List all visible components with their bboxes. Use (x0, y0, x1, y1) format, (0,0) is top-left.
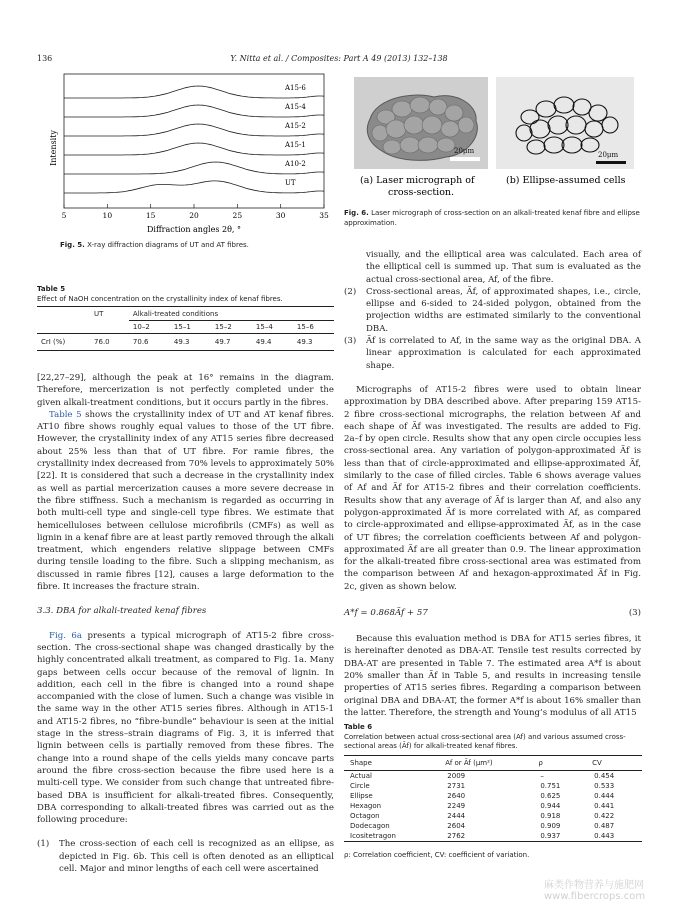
xrd-chart (40, 68, 332, 238)
curve-label: A15-4 (285, 103, 306, 111)
table-cell: Actual (350, 772, 372, 780)
table-6 (344, 755, 642, 842)
table-cell: 2009 (447, 772, 466, 780)
cell-shape (372, 125, 388, 141)
table-cell: 0.533 (594, 782, 615, 790)
table6-label: Table 6 (344, 723, 373, 731)
fig6-caption (344, 209, 642, 228)
table-cell: 0.487 (594, 822, 615, 830)
table5-group-header: Alkali-treated conditions (129, 307, 334, 321)
equation-block (344, 603, 641, 627)
fig5-caption-label: Fig. 5. (60, 241, 85, 249)
table-ref-link[interactable]: Table 5 (49, 409, 82, 420)
paragraph: Fig. 6a presents a typical micrograph of AT15-2 fibre cross-section. The cross-sectional shape was changed drastically by the highly concentrated alkali treatment, as compared to Fig. 1a. Many gaps between cells occur because of the removal of lignin. In addition, each cell in the fibre is changed into a round shape accompanied with the close of lumen. Such a change was visible in the same way in the other AT15 series fibres. Although in AT15-1 and AT15-2 fibres, no “fibre-bundle” behaviour is seen at the initial stage in the stress–strain diagrams of Fig. 3, it is inferred that lignin between cells is partially removed from these fibres. The change into a round shape of the cells yields many concave parts around the fibre cross-section because the fibre used here is a multi-cell type. We consider from such change that untreated fibre-based DBA is insufficient for alkali-treated fibres. Consequently, DBA corresponding to alkali-treated fibres was carried out as the following procedure: (37, 630, 334, 826)
table5-heading (37, 285, 337, 304)
list-text: Ãf is correlated to Af, in the same way as the original DBA. A linear approximation is calculated for each approximated shape. (366, 336, 641, 371)
right-column (344, 249, 641, 719)
x-tick-label: 10 (102, 211, 113, 220)
table5-corner (37, 307, 90, 321)
x-ticks (62, 204, 329, 220)
micrograph-panels (350, 77, 640, 202)
table-cell: 0.909 (540, 822, 561, 830)
list-number: (2) (344, 286, 357, 297)
table5-col-ut: UT (94, 310, 104, 319)
x-tick-label: 30 (275, 211, 286, 220)
table-cell: 0.918 (540, 812, 561, 820)
fig6-caption-label: Fig. 6. (344, 209, 369, 217)
table-cell: 2444 (447, 812, 466, 820)
section-heading: 3.3. DBA for alkali-treated kenaf fibres (37, 606, 207, 617)
table-cell: 2640 (447, 792, 466, 800)
table-row (344, 821, 642, 831)
x-tick-label: 15 (145, 211, 156, 220)
table5-subheader: 15–1 (173, 323, 191, 331)
equation-number: (3) (628, 608, 641, 619)
panel-b-label: (b) Ellipse-assumed cells (506, 175, 626, 186)
table-cell: 0.625 (540, 792, 561, 800)
scale-label-b: 20μm (598, 151, 619, 159)
table-row (344, 771, 642, 782)
cell-shape (437, 138, 455, 152)
table-cell: 0.422 (594, 812, 615, 820)
table-cell: 0.937 (540, 832, 561, 840)
y-axis-label: Intensity (49, 130, 58, 166)
list-number: (3) (344, 336, 357, 347)
table-cell: Ellipse (350, 792, 373, 800)
cell-shape (383, 140, 401, 154)
table6-body (344, 771, 642, 842)
scale-label-a: 20μm (454, 147, 475, 155)
table-row (344, 781, 642, 791)
list-text: Cross-sectional areas, Ãf, of approximated shapes, i.e., circle, ellipse and 6-sided to 24-sided polygon, obtained from the projection widths are estimated similarly to the conventional DBA. (366, 286, 641, 334)
figure-6 (350, 77, 640, 202)
curve-label: A15-1 (285, 141, 306, 149)
table-row (344, 831, 642, 842)
scalebar-a (450, 157, 480, 161)
table5-cell: 49.3 (173, 338, 190, 346)
table6-header: CV (592, 759, 602, 767)
table6-header: Shape (350, 759, 372, 767)
table-row (344, 801, 642, 811)
table-row (344, 811, 642, 821)
table6-title: Correlation between actual cross-sectional area (Af) and various assumed cross-sectional areas (Ãf) for alkali-treated kenaf fibres. (344, 732, 626, 750)
table-cell: Icositetragon (350, 832, 396, 840)
table-cell: 2731 (447, 782, 466, 790)
table-cell: 0.751 (540, 782, 561, 790)
table5-subheader: 15–6 (296, 323, 314, 331)
figure-5 (40, 68, 332, 238)
cell-shape (429, 99, 447, 115)
running-title: Y. Nitta et al. / Composites: Part A 49 (2013) 132–138 (230, 54, 448, 63)
curve-label: UT (285, 179, 296, 187)
table5-title: Effect of NaOH concentration on the crystallinity index of kenaf fibres. (37, 294, 283, 303)
table-5 (37, 306, 334, 351)
watermark: 麻类作物营养与施肥网 www.fibercrops.com (544, 880, 646, 902)
figure-ref-link[interactable]: Fig. 6a (49, 630, 83, 641)
table-cell: 2762 (447, 832, 466, 840)
equation: A*f = 0.868Ãf + 57 (344, 608, 428, 619)
table6-footnote: ρ: Correlation coefficient, CV: coefficient of variation. (344, 851, 530, 859)
cell-shape (422, 116, 442, 134)
x-tick-label: 25 (232, 211, 243, 220)
x-axis-label: Diffraction angles 2θ, ° (147, 225, 241, 234)
x-tick-label: 35 (319, 211, 329, 220)
list-text: visually, and the elliptical area was calculated. Each area of the elliptical cell is summed up. That sum is evaluated as the actual cross-sectional area, Af, of the fibre. (366, 250, 641, 285)
panel-a-label: (a) Laser micrograph of (360, 175, 475, 186)
list-text: The cross-section of each cell is recognized as an ellipse, as depicted in Fig. 6b. This cell is often denoted as an elliptical cell. Major and minor lengths of each cell were ascertained (59, 839, 334, 874)
scalebar-b (596, 161, 626, 164)
table-cell: Hexagon (350, 802, 382, 810)
table5-cell: 49.7 (214, 338, 231, 346)
table5-subheader: 10–2 (132, 323, 150, 331)
table5-subheader: 15–2 (214, 323, 232, 331)
cell-shape (441, 121, 459, 137)
table5-row-label: CrI (%) (41, 338, 66, 346)
table5-label: Table 5 (37, 285, 66, 293)
table-row (344, 791, 642, 801)
list-item (344, 286, 641, 335)
panel-a-label-2: cross-section. (388, 187, 455, 198)
cell-shape (400, 137, 420, 153)
table6-header: Af or Ãf (μm²) (445, 759, 493, 767)
table-cell: Dodecagon (350, 822, 390, 830)
table-cell: Circle (350, 782, 370, 790)
fig5-caption (60, 241, 320, 251)
table6-header: ρ (538, 759, 543, 767)
x-tick-label: 5 (61, 211, 67, 220)
table-cell: 0.441 (594, 802, 615, 810)
table-cell: 0.944 (540, 802, 561, 810)
cell-shape (458, 117, 474, 133)
fig5-caption-text: X-ray diffraction diagrams of UT and AT fibres. (87, 241, 249, 249)
table5-subheader: 15–4 (255, 323, 273, 331)
paragraph: [22,27–29], although the peak at 16° remains in the diagram. Therefore, mercerization is not perfectly completed under the given alkali-treatment conditions, but it occurs partly in the fibres. (37, 373, 334, 408)
cell-shape (386, 120, 406, 138)
cell-shape (418, 137, 438, 153)
table-cell: 0.443 (594, 832, 615, 840)
cell-shape (445, 105, 463, 121)
curve-label: A10-2 (285, 160, 306, 168)
table-cell: 0.454 (594, 772, 615, 780)
table-cell: 0.444 (594, 792, 615, 800)
page-number: 136 (37, 54, 53, 63)
left-column (37, 372, 334, 875)
list-item-cont (344, 249, 641, 286)
paragraph: Table 5 shows the crystallinity index of UT and AT kenaf fibres. AT10 fibre shows roughly equal values to those of the UT fibre. However, the crystallinity index of any AT15 series fibre decreased about 25% less than that of UT fibre. For ramie fibres, the crystallinity index decreased from 70% levels to approximately 50% [22]. It is considered that such a decrease in the crystallinity index as well as partial mercerization causes a more severe decrease in the fibre stiffness. Such a mechanism is regarded as occurring in both multi-cell type and single-cell type fibres. We estimate that hemicelluloses between cellulose microfibrils (CMFs) as well as lignin in a kenaf fibre are at least partly removed through the alkali treatment, which engenders relative slippage between CMFs during tensile loading to the fibre. Such a slipping mechanism, as discussed in ramie fibres [12], causes a large deformation to the fibre. It increases the fracture strain. (37, 409, 334, 593)
paragraph: Micrographs of AT15-2 fibres were used to obtain linear approximation by DBA described above. After preparing 159 AT15-2 fibre cross-sectional micrographs, the relation between Af and each shape of Ãf was investigated. The results are added to Fig. 2a–f by open circle. Results show that any open circle occupies less cross-sectional area. Any variation of polygon-approximated Ãf is less than that of circle-approximated and ellipse-approximated Ãf, similarly to the case of filled circles. Table 6 shows average values of Af and Ãf for AT15-2 fibres and their correlation coefficients. Results show that any average of Ãf is larger than Af, and also any polygon-approximated Ãf is more correlated with Af, as compared to circle-approximated and ellipse-approximated Ãf, as in the case of UT fibres; the correlation coefficients between Af and polygon-approximated Ãf are all greater than 0.9. The linear approximation for the alkali-treated fibre cross-sectional area was estimated from the comparison between Af and hexagon-approximated Ãf in Fig. 2c, given as shown below. (344, 384, 641, 592)
curve-label: A15-2 (285, 122, 306, 130)
list-item (344, 335, 641, 372)
table-cell: Octagon (350, 812, 380, 820)
paragraph: Because this evaluation method is DBA for AT15 series fibres, it is hereinafter denoted as DBA-AT. Tensile test results corrected by DBA-AT are presented in Table 7. The estimated area A*f is about 20% smaller than Ãf in Table 5, and results in increasing tensile properties of AT15 series fibres. Regarding a comparison between original DBA and DBA-AT, the former A*f is about 16% smaller than the latter. Therefore, the strength and Young’s modulus of all AT15 (344, 634, 641, 718)
table5-cell: 49.4 (255, 338, 272, 346)
table5-cell: 76.0 (94, 338, 110, 346)
table5-cell: 70.6 (132, 338, 149, 346)
x-tick-label: 20 (189, 211, 199, 220)
list-item (37, 838, 334, 875)
fig6-caption-text: Laser micrograph of cross-section on an alkali-treated kenaf fibre and ellipse approximation. (344, 209, 640, 227)
curve-label: A15-6 (285, 84, 306, 92)
cell-shape (410, 97, 430, 113)
table-cell: 2604 (447, 822, 466, 830)
list-number: (1) (37, 839, 50, 850)
cell-shape (404, 116, 424, 134)
cell-shape (392, 101, 412, 117)
table6-heading (344, 723, 642, 752)
table-cell: – (540, 772, 544, 780)
table5-cell: 49.3 (296, 338, 313, 346)
table-cell: 2249 (447, 802, 466, 810)
